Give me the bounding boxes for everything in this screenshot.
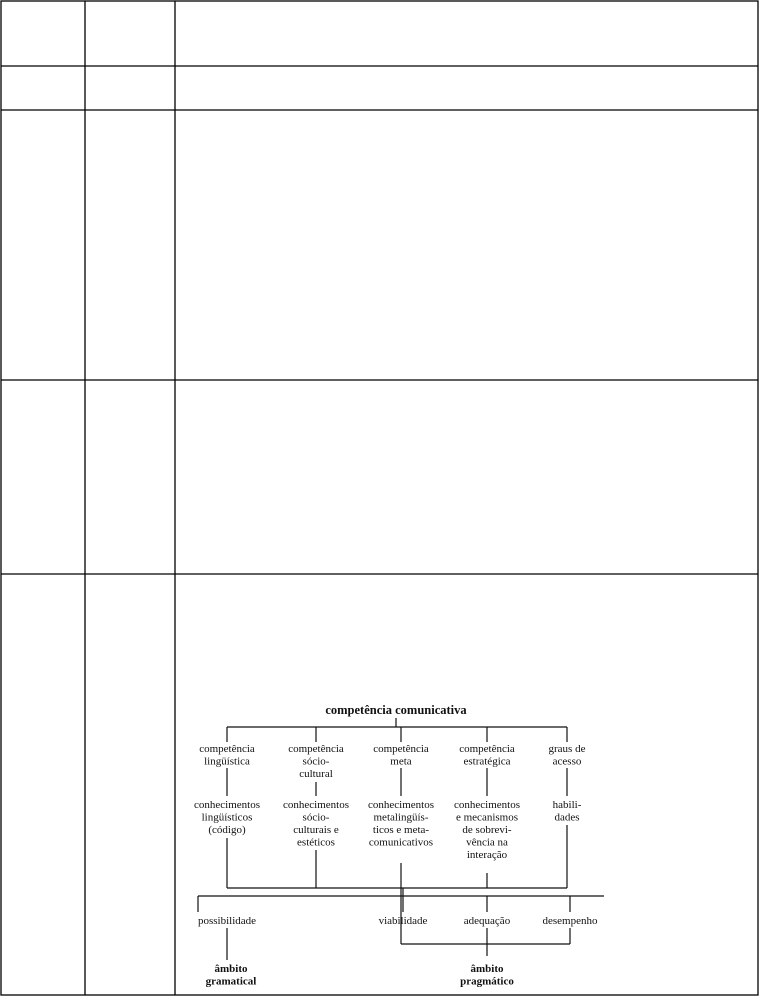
competence-label: [199, 743, 255, 768]
outcome-label: [379, 915, 428, 927]
outcome-label: [543, 915, 598, 927]
competence-label-line: competência: [459, 743, 515, 755]
competence-label: [459, 743, 515, 768]
scope-label: [460, 963, 514, 988]
knowledge-label: [283, 799, 349, 849]
outcome-label-line: possibilidade: [197, 915, 257, 927]
outcome-label-line: adequação: [463, 915, 511, 927]
competence-label-line: graus de: [548, 743, 586, 755]
knowledge-label: [454, 799, 520, 861]
diagram-labels: [194, 743, 598, 988]
knowledge-label-line: vência na: [466, 836, 508, 849]
knowledge-label-line: conhecimentos: [368, 799, 434, 811]
scope-label-line: âmbito: [214, 963, 248, 975]
knowledge-label-line: comunicativos: [368, 836, 434, 849]
competence-label: [549, 743, 586, 768]
competence-label-line: competência: [373, 743, 429, 755]
competence-label-line: cultural: [299, 768, 333, 780]
outcome-label-line: desempenho: [542, 915, 598, 927]
knowledge-label-line: estéticos: [297, 836, 335, 849]
knowledge-label-line: interação: [466, 849, 508, 861]
scope-label-line: âmbito: [470, 963, 504, 975]
competence-diagram: [180, 690, 620, 990]
knowledge-label-line: metalingüís-: [373, 811, 429, 824]
knowledge-label-line: conhecimentos: [283, 799, 349, 811]
competence-label-line: competência: [199, 743, 255, 755]
competence-label: [288, 743, 344, 780]
competence-label: [373, 743, 429, 768]
knowledge-label-line: habili-: [552, 799, 582, 811]
knowledge-label-line: (código): [208, 824, 246, 836]
knowledge-label-line: conhecimentos: [194, 799, 260, 811]
knowledge-label-line: conhecimentos: [454, 799, 520, 811]
knowledge-label-line: sócio-: [302, 811, 330, 824]
scope-label-line: pragmático: [460, 975, 514, 988]
knowledge-label-line: de sobrevi-: [462, 824, 512, 836]
knowledge-label: [194, 799, 260, 836]
knowledge-label: [368, 799, 434, 849]
outcome-label-line: viabilidade: [378, 915, 428, 927]
knowledge-label-line: dades: [554, 811, 580, 824]
competence-label-line: estratégica: [463, 755, 511, 768]
knowledge-label-line: e mecanismos: [455, 811, 519, 824]
knowledge-label: [553, 799, 582, 824]
competence-label-line: competência: [288, 743, 344, 755]
knowledge-label-line: lingüísticos: [201, 811, 253, 824]
outcome-label: [198, 915, 256, 927]
outcome-label: [464, 915, 511, 927]
scope-label: [206, 963, 257, 988]
competence-label-line: lingüística: [204, 755, 250, 768]
competence-label-line: acesso: [552, 755, 582, 768]
competence-label-line: sócio-: [302, 755, 330, 768]
knowledge-label-line: culturais e: [293, 824, 339, 836]
scope-label-line: gramatical: [205, 975, 257, 988]
competence-label-line: meta: [390, 755, 412, 768]
diagram-title: competência comunicativa: [325, 703, 467, 717]
knowledge-label-line: ticos e meta-: [372, 824, 430, 836]
